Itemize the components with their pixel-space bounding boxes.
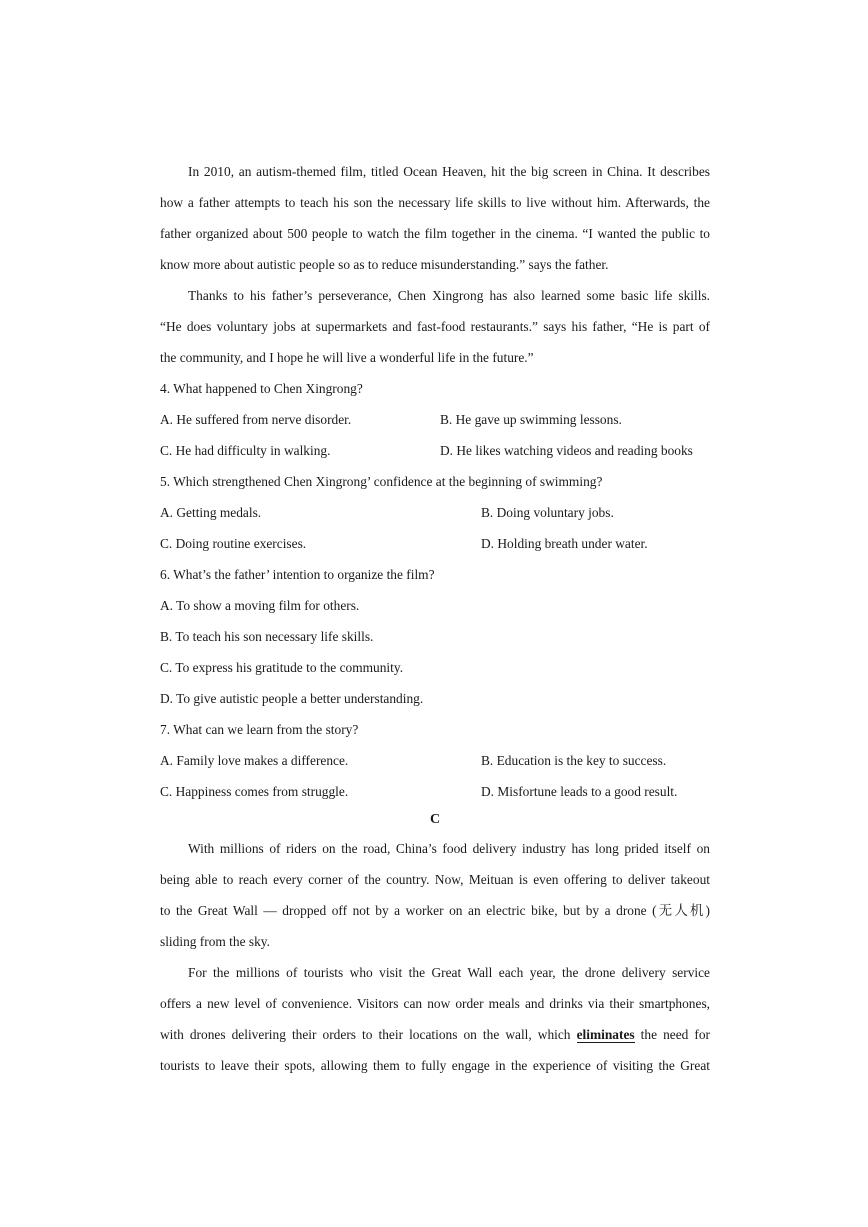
option-d: D. He likes watching videos and reading books	[440, 443, 693, 458]
option-a: A. Getting medals.	[160, 505, 262, 520]
question-stem: 4. What happened to Chen Xingrong?	[160, 381, 363, 396]
text-line: the community, and I hope he will live a wonderful life in the future.”	[160, 350, 534, 365]
question-stem: 6. What’s the father’ intention to organize the film?	[160, 567, 435, 582]
question-5	[160, 466, 710, 559]
text-line: how a father attempts to teach his son the necessary life skills to live without him. Afterwards, the	[160, 195, 710, 210]
option-b: B. Education is the key to success.	[481, 753, 667, 768]
option-c: C. Doing routine exercises.	[160, 536, 307, 551]
text-line: sliding from the sky.	[160, 934, 270, 949]
question-stem: 7. What can we learn from the story?	[160, 722, 359, 737]
text-line: tourists to leave their spots, allowing them to fully engage in the experience of visiting the Great	[160, 1058, 710, 1073]
option-row	[160, 528, 710, 559]
question-7	[160, 714, 710, 807]
text-line: With millions of riders on the road, China’s food delivery industry has long prided itself on	[188, 841, 710, 856]
passage-paragraph	[160, 280, 710, 373]
option-c: C. Happiness comes from struggle.	[160, 784, 349, 799]
option-row	[160, 776, 710, 807]
option-b: B. He gave up swimming lessons.	[440, 412, 622, 427]
option-a: A. Family love makes a difference.	[160, 753, 349, 768]
passage-paragraph	[160, 957, 710, 1081]
passage-paragraph	[160, 833, 710, 957]
text-line: Thanks to his father’s perseverance, Chen Xingrong has also learned some basic life skills.	[188, 288, 710, 303]
option-b: B. Doing voluntary jobs.	[481, 505, 614, 520]
option-d: D. Holding breath under water.	[481, 536, 648, 551]
text-segment: the need for	[640, 1027, 710, 1042]
question-4	[160, 373, 710, 466]
text-line: know more about autistic people so as to reduce misunderstanding.” says the father.	[160, 257, 609, 272]
option-a: A. He suffered from nerve disorder.	[160, 412, 352, 427]
text-line: offers a new level of convenience. Visitors can now order meals and drinks via their smartphones,	[160, 996, 710, 1011]
section-heading: C	[429, 812, 441, 827]
option-a: A. To show a moving film for others.	[160, 598, 360, 613]
option-row	[160, 404, 710, 435]
option-c: C. He had difficulty in walking.	[160, 443, 331, 458]
text-line: father organized about 500 people to watch the film together in the cinema. “I wanted the public to	[160, 226, 710, 241]
text-line: being able to reach every corner of the country. Now, Meituan is even offering to deliver takeout	[160, 872, 710, 887]
text-line: For the millions of tourists who visit the Great Wall each year, the drone delivery service	[188, 965, 710, 980]
option-row	[160, 435, 710, 466]
underlined-keyword: eliminates	[576, 1027, 635, 1042]
option-c: C. To express his gratitude to the community.	[160, 660, 404, 675]
option-d: D. Misfortune leads to a good result.	[481, 784, 678, 799]
option-row	[160, 497, 710, 528]
question-stem: 5. Which strengthened Chen Xingrong’ confidence at the beginning of swimming?	[160, 474, 603, 489]
question-6	[160, 559, 710, 714]
option-d: D. To give autistic people a better understanding.	[160, 691, 424, 706]
text-line: “He does voluntary jobs at supermarkets and fast-food restaurants.” says his father, “He is part of	[160, 319, 710, 334]
text-line	[160, 1019, 710, 1050]
option-row	[160, 745, 710, 776]
text-segment: with drones delivering their orders to their locations on the wall, which	[160, 1027, 571, 1042]
passage-paragraph	[160, 156, 710, 280]
page-content	[160, 156, 710, 1081]
option-b: B. To teach his son necessary life skills.	[160, 629, 374, 644]
text-line: In 2010, an autism-themed film, titled Ocean Heaven, hit the big screen in China. It describes	[188, 164, 710, 179]
text-line: to the Great Wall — dropped off not by a worker on an electric bike, but by a drone (无人机)	[160, 903, 710, 918]
